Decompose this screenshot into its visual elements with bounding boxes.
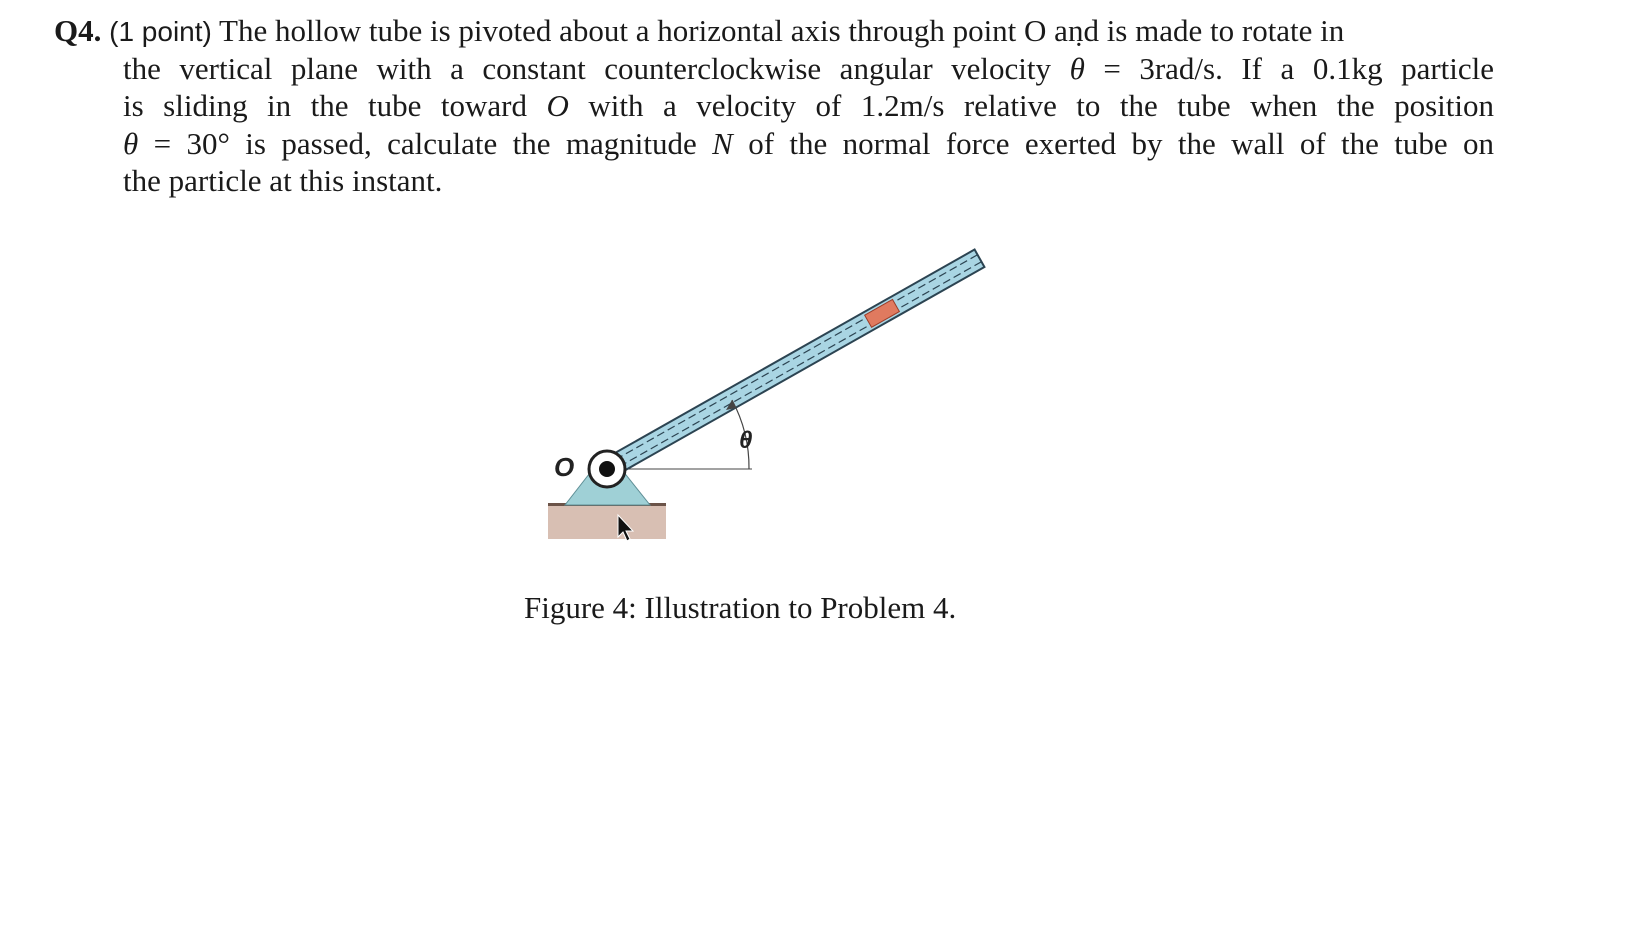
label-o: O xyxy=(554,452,575,482)
problem-line-5-text: the particle at this instant. xyxy=(123,163,443,199)
tube xyxy=(602,250,984,478)
n-symbol: N xyxy=(712,125,733,161)
tube-figure xyxy=(500,225,1020,555)
problem-line-2-suffix: = 3rad/s. If a 0.1kg particle xyxy=(1103,50,1495,86)
problem-line-1 xyxy=(54,12,1494,50)
problem-line-2-prefix: the vertical plane with a constant counterclockwise angular velocity xyxy=(123,50,1052,86)
theta-dot-symbol: θ ˙ xyxy=(1070,50,1085,88)
point-o-symbol: O xyxy=(546,88,569,124)
problem-line-4-text-b: of the normal force exerted by the wall of the tube on xyxy=(748,125,1495,161)
problem-line-3 xyxy=(54,87,1494,125)
problem-line-4 xyxy=(54,125,1494,163)
problem-line-5 xyxy=(54,162,1494,200)
question-points: (1 point) xyxy=(109,16,212,47)
tube-body xyxy=(602,250,984,478)
question-number: Q4. xyxy=(54,13,102,48)
pivot-pin xyxy=(599,461,615,477)
problem-line-3-prefix: is sliding in the tube toward xyxy=(123,88,527,124)
theta-symbol: θ xyxy=(123,125,139,161)
ground-block xyxy=(548,505,666,539)
problem-statement xyxy=(54,12,1494,200)
problem-line-4-text-a: = 30° is passed, calculate the magnitude xyxy=(153,125,697,161)
figure-caption: Figure 4: Illustration to Problem 4. xyxy=(524,590,957,625)
label-theta: θ xyxy=(739,427,753,454)
problem-line-3-suffix: with a velocity of 1.2m/s relative to the tube when the position xyxy=(588,88,1495,124)
problem-line-1-text: The hollow tube is pivoted about a horizontal axis through point O and is made to rotate in xyxy=(219,13,1345,48)
problem-line-2 xyxy=(54,50,1494,88)
